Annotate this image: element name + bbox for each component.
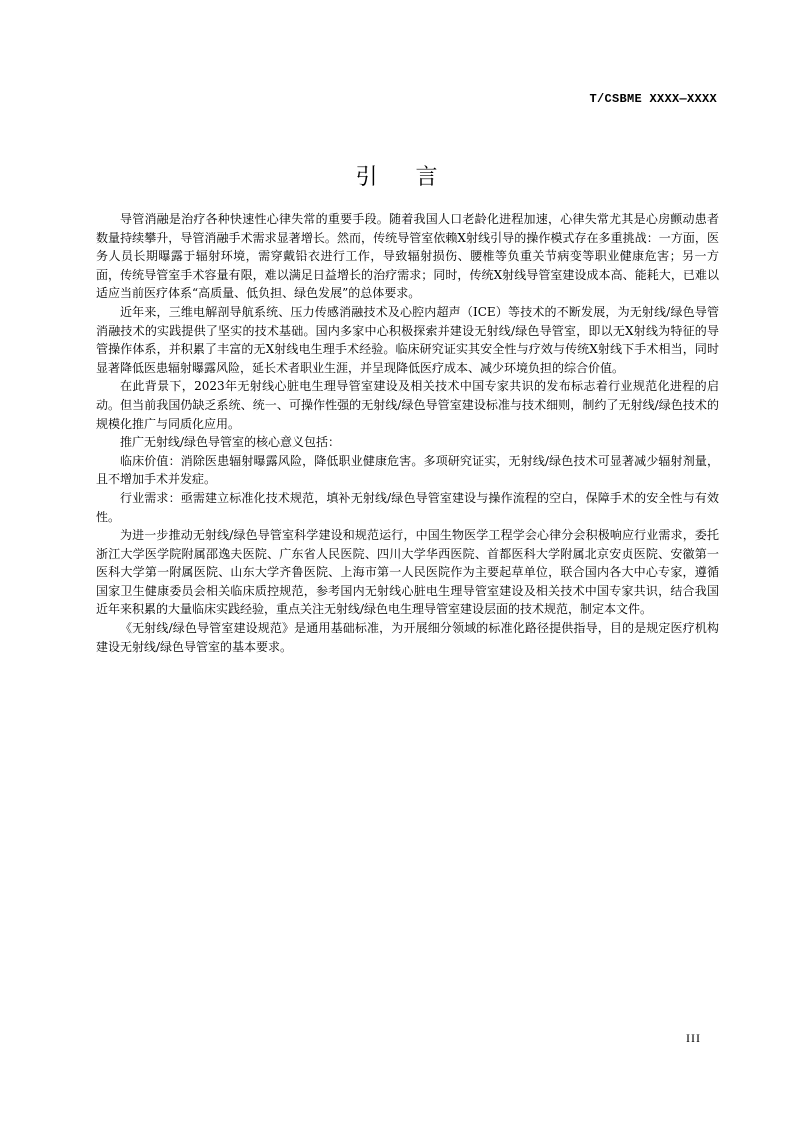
paragraph-significance-intro: 推广无射线/绿色导管室的核心意义包括： [120, 435, 341, 450]
paragraph-technology: 近年来，三维电解剖导航系统、压力传感消融技术及心腔内超声（ICE）等技术的不断发展，为无射线/绿色导管消融技术的实践提供了坚实的技术基础。国内多家中心积极探索并建设无射线/绿色导管室，即以无X射线为特征的导管操作体系，并积累了丰富的无X射线电生理手术经验。临床研究证实其安全性与疗效与传统X射线下手术相当，同时显著降低医患辐射曝露风险，延长术者职业生涯，并呈现降低医疗成本、减少环境负担的综合价值。 [96, 304, 719, 375]
standard-code: T/CSBME XXXX—XXXX [589, 92, 717, 106]
paragraph-background: 导管消融是治疗各种快速性心律失常的重要手段。随着我国人口老龄化进程加速，心律失常尤其是心房颤动患者数量持续攀升，导管消融手术需求显著增长。然而，传统导管室依赖X射线引导的操作模式存在多重挑战：一方面，医务人员长期曝露于辐射环境，需穿戴铅衣进行工作，导致辐射损伤、腰椎等负重关节病变等职业健康危害；另一方面，传统导管室手术容量有限，难以满足日益增长的治疗需求；同时，传统X射线导管室建设成本高、能耗大，已难以适应当前医疗体系“高质量、低负担、绿色发展”的总体要求。 [96, 212, 719, 301]
paragraph-context: 在此背景下，2023年无射线心脏电生理导管室建设及相关技术中国专家共识的发布标志着行业规范化进程的启动。但当前我国仍缺乏系统、统一、可操作性强的无射线/绿色导管室建设标准与技术细则，制约了无射线/绿色技术的规模化推广与同质化应用。 [96, 379, 719, 431]
introduction-body [96, 210, 719, 656]
page-title: 引言 [355, 165, 476, 190]
paragraph-clinical-value: 临床价值：消除医患辐射曝露风险，降低职业健康危害。多项研究证实，无射线/绿色技术可显著减少辐射剂量，且不增加手术并发症。 [96, 453, 719, 487]
paragraph-drafting: 为进一步推动无射线/绿色导管室科学建设和规范运行，中国生物医学工程学会心律分会积极响应行业需求，委托浙江大学医学院附属邵逸夫医院、广东省人民医院、四川大学华西医院、首都医科大学附属北京安贞医院、安徽第一医科大学第一附属医院、山东大学齐鲁医院、上海市第一人民医院作为主要起草单位，联合国内各大中心专家，遵循国家卫生健康委员会相关临床质控规范，参考国内无射线心脏电生理导管室建设及相关技术中国专家共识，结合我国近年来积累的大量临床实践经验，重点关注无射线/绿色电生理导管室建设层面的技术规范，制定本文件。 [96, 528, 719, 617]
paragraph-industry-need: 行业需求：亟需建立标准化技术规范，填补无射线/绿色导管室建设与操作流程的空白，保障手术的安全性与有效性。 [96, 490, 719, 524]
paragraph-scope: 《无射线/绿色导管室建设规范》是通用基础标准，为开展细分领域的标准化路径提供指导，目的是规定医疗机构建设无射线/绿色导管室的基本要求。 [96, 621, 719, 654]
page-number: III [686, 1031, 701, 1045]
